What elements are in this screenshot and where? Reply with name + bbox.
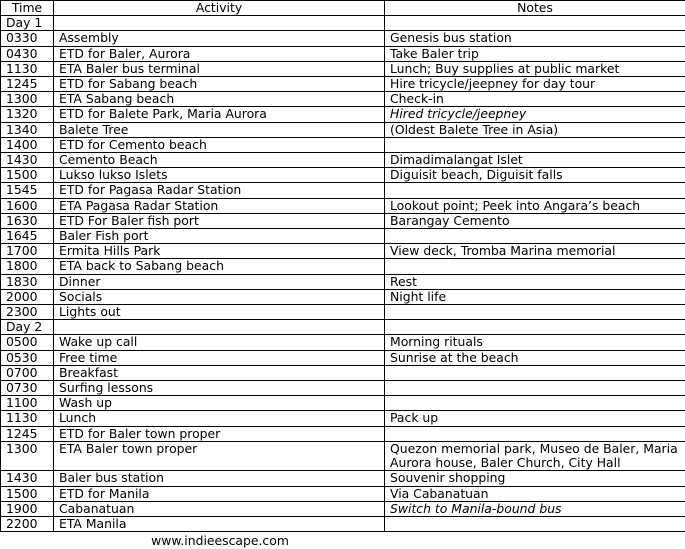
time-cell: 1300	[1, 441, 54, 470]
header-notes: Notes	[385, 1, 685, 16]
table-row	[1, 335, 685, 350]
notes-cell: Sunrise at the beach	[385, 350, 685, 365]
activity-cell: Lunch	[54, 411, 385, 426]
time-cell: 1400	[1, 137, 54, 152]
header-time: Time	[1, 1, 54, 16]
activity-cell: ETA back to Sabang beach	[54, 259, 385, 274]
notes-cell: Diguisit beach, Diguisit falls	[385, 168, 685, 183]
table-row	[1, 244, 685, 259]
notes-cell: Lookout point; Peek into Angara’s beach	[385, 198, 685, 213]
table-row	[1, 441, 685, 470]
activity-cell: Lukso lukso Islets	[54, 168, 385, 183]
activity-cell: Ermita Hills Park	[54, 244, 385, 259]
time-cell: 1245	[1, 426, 54, 441]
table-row	[1, 92, 685, 107]
notes-cell: Rest	[385, 274, 685, 289]
table-row	[1, 259, 685, 274]
table-row	[1, 153, 685, 168]
activity-cell: ETD for Sabang beach	[54, 77, 385, 92]
table-row	[1, 471, 685, 486]
table-row	[1, 289, 685, 304]
activity-cell: ETD for Pagasa Radar Station	[54, 183, 385, 198]
notes-cell	[385, 137, 685, 152]
activity-cell: ETD for Balete Park, Maria Aurora	[54, 107, 385, 122]
activity-cell: ETD For Baler fish port	[54, 213, 385, 228]
time-cell: 1600	[1, 198, 54, 213]
time-cell: 1630	[1, 213, 54, 228]
time-cell: 1300	[1, 92, 54, 107]
table-row	[1, 213, 685, 228]
time-cell: 1900	[1, 501, 54, 516]
notes-cell: Genesis bus station	[385, 31, 685, 46]
time-cell: 1320	[1, 107, 54, 122]
table-row	[1, 107, 685, 122]
itinerary-body	[1, 16, 685, 532]
time-cell: 1645	[1, 229, 54, 244]
table-row	[1, 501, 685, 516]
notes-cell	[385, 516, 685, 531]
activity-cell: ETA Baler bus terminal	[54, 61, 385, 76]
table-row	[1, 411, 685, 426]
table-row	[1, 305, 685, 320]
time-cell: 1500	[1, 168, 54, 183]
notes-cell	[385, 259, 685, 274]
notes-cell: Barangay Cemento	[385, 213, 685, 228]
time-cell: 2000	[1, 289, 54, 304]
table-row	[1, 122, 685, 137]
notes-cell: Check-in	[385, 92, 685, 107]
time-cell: 1100	[1, 396, 54, 411]
activity-cell: Cabanatuan	[54, 501, 385, 516]
time-cell: 1130	[1, 61, 54, 76]
notes-cell: Night life	[385, 289, 685, 304]
time-cell: 1500	[1, 486, 54, 501]
table-row	[1, 381, 685, 396]
time-cell: 1700	[1, 244, 54, 259]
activity-cell: ETD for Manila	[54, 486, 385, 501]
activity-cell: ETA Baler town proper	[54, 441, 385, 470]
notes-cell: Take Baler trip	[385, 46, 685, 61]
activity-cell: Dinner	[54, 274, 385, 289]
header-row	[1, 1, 685, 16]
activity-cell: ETD for Baler, Aurora	[54, 46, 385, 61]
notes-cell	[385, 396, 685, 411]
table-row	[1, 77, 685, 92]
table-row	[1, 274, 685, 289]
notes-cell: Switch to Manila-bound bus	[385, 501, 685, 516]
activity-cell: Cemento Beach	[54, 153, 385, 168]
table-row	[1, 486, 685, 501]
time-cell: 0500	[1, 335, 54, 350]
time-cell: 1545	[1, 183, 54, 198]
table-row	[1, 350, 685, 365]
notes-cell	[385, 305, 685, 320]
notes-cell	[385, 183, 685, 198]
time-cell: 2300	[1, 305, 54, 320]
footer-url: www.indieescape.com	[151, 533, 289, 548]
notes-cell: Morning rituals	[385, 335, 685, 350]
activity-cell: Lights out	[54, 305, 385, 320]
time-cell: 1800	[1, 259, 54, 274]
activity-cell: Baler Fish port	[54, 229, 385, 244]
time-cell: 0700	[1, 365, 54, 380]
activity-cell: ETA Sabang beach	[54, 92, 385, 107]
time-cell: 0530	[1, 350, 54, 365]
time-cell: 2200	[1, 516, 54, 531]
table-row	[1, 516, 685, 531]
activity-cell: ETD for Cemento beach	[54, 137, 385, 152]
time-cell: 1830	[1, 274, 54, 289]
notes-cell: Hired tricycle/jeepney	[385, 107, 685, 122]
table-row	[1, 229, 685, 244]
table-row	[1, 396, 685, 411]
notes-cell: Quezon memorial park, Museo de Baler, Maria Aurora house, Baler Church, City Hall	[385, 441, 685, 470]
activity-cell: Breakfast	[54, 365, 385, 380]
time-cell: 1430	[1, 153, 54, 168]
time-cell: 0330	[1, 31, 54, 46]
activity-cell: ETD for Baler town proper	[54, 426, 385, 441]
table-row	[1, 365, 685, 380]
time-cell: 1340	[1, 122, 54, 137]
header-activity: Activity	[54, 1, 385, 16]
activity-cell: Assembly	[54, 31, 385, 46]
table-row	[1, 183, 685, 198]
day-header-row	[1, 16, 685, 31]
notes-cell: Dimadimalangat Islet	[385, 153, 685, 168]
notes-cell: Souvenir shopping	[385, 471, 685, 486]
time-cell: 1130	[1, 411, 54, 426]
activity-cell: ETA Pagasa Radar Station	[54, 198, 385, 213]
table-row	[1, 137, 685, 152]
notes-cell	[385, 381, 685, 396]
day-header-row	[1, 320, 685, 335]
notes-cell: Via Cabanatuan	[385, 486, 685, 501]
notes-cell	[385, 229, 685, 244]
table-row	[1, 198, 685, 213]
notes-cell: View deck, Tromba Marina memorial	[385, 244, 685, 259]
time-cell: 0730	[1, 381, 54, 396]
notes-cell: Pack up	[385, 411, 685, 426]
day-empty-cell	[54, 16, 385, 31]
table-row	[1, 61, 685, 76]
activity-cell: Baler bus station	[54, 471, 385, 486]
activity-cell: ETA Manila	[54, 516, 385, 531]
notes-cell	[385, 365, 685, 380]
activity-cell: Surfing lessons	[54, 381, 385, 396]
activity-cell: Free time	[54, 350, 385, 365]
activity-cell: Wash up	[54, 396, 385, 411]
day-label: Day 1	[1, 16, 54, 31]
time-cell: 1430	[1, 471, 54, 486]
time-cell: 1245	[1, 77, 54, 92]
activity-cell: Socials	[54, 289, 385, 304]
time-cell: 0430	[1, 46, 54, 61]
day-empty-cell	[54, 320, 385, 335]
table-row	[1, 168, 685, 183]
notes-cell: Hire tricycle/jeepney for day tour	[385, 77, 685, 92]
notes-cell: Lunch; Buy supplies at public market	[385, 61, 685, 76]
day-empty-cell	[385, 320, 685, 335]
notes-cell: (Oldest Balete Tree in Asia)	[385, 122, 685, 137]
table-row	[1, 31, 685, 46]
notes-cell	[385, 426, 685, 441]
table-row	[1, 46, 685, 61]
activity-cell: Wake up call	[54, 335, 385, 350]
table-row	[1, 426, 685, 441]
activity-cell: Balete Tree	[54, 122, 385, 137]
day-label: Day 2	[1, 320, 54, 335]
day-empty-cell	[385, 16, 685, 31]
